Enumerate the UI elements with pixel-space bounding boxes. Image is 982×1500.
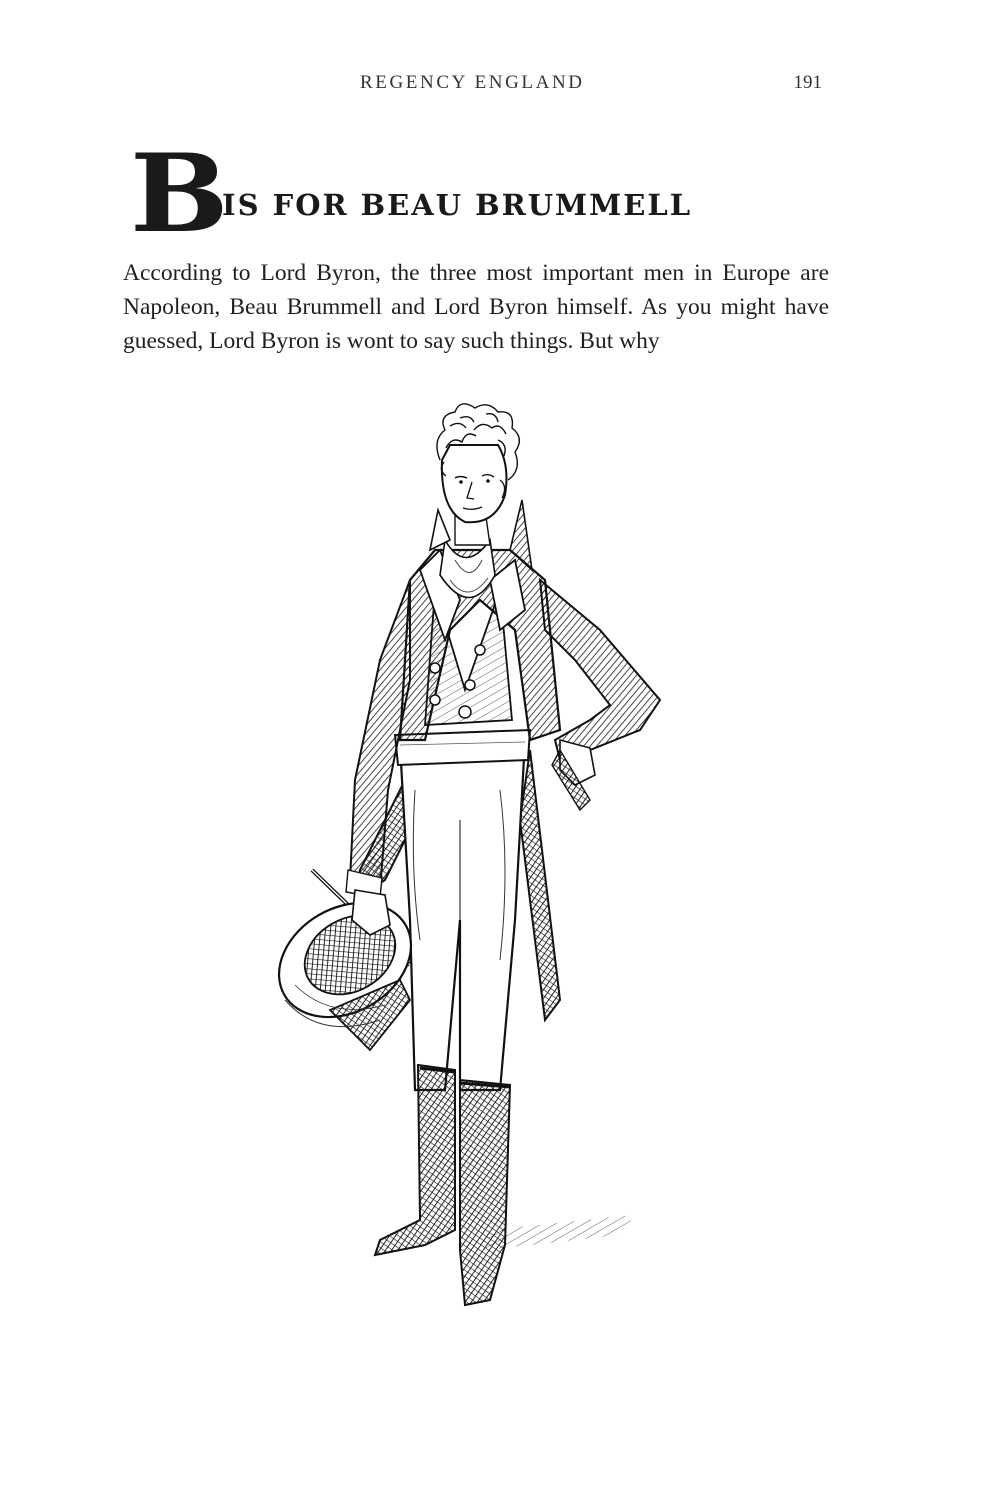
page-number: 191 [793, 72, 822, 93]
gentleman-engraving-icon [260, 400, 680, 1320]
gentleman-illustration [260, 400, 680, 1320]
running-head [0, 72, 982, 102]
chapter-title: IS FOR BEAU BRUMMELL [222, 188, 693, 222]
paragraph: According to Lord Byron, the three most important men in Europe are Napoleon, Beau Brummell and Lord Byron himself. As you might have guessed, Lord Byron is wont to say such things. But why [123, 260, 829, 354]
drop-cap: B [130, 131, 229, 257]
top-hat-icon [260, 880, 432, 1050]
body-text [123, 256, 829, 358]
running-title: REGENCY ENGLAND [360, 72, 585, 93]
chapter-heading [130, 131, 850, 257]
